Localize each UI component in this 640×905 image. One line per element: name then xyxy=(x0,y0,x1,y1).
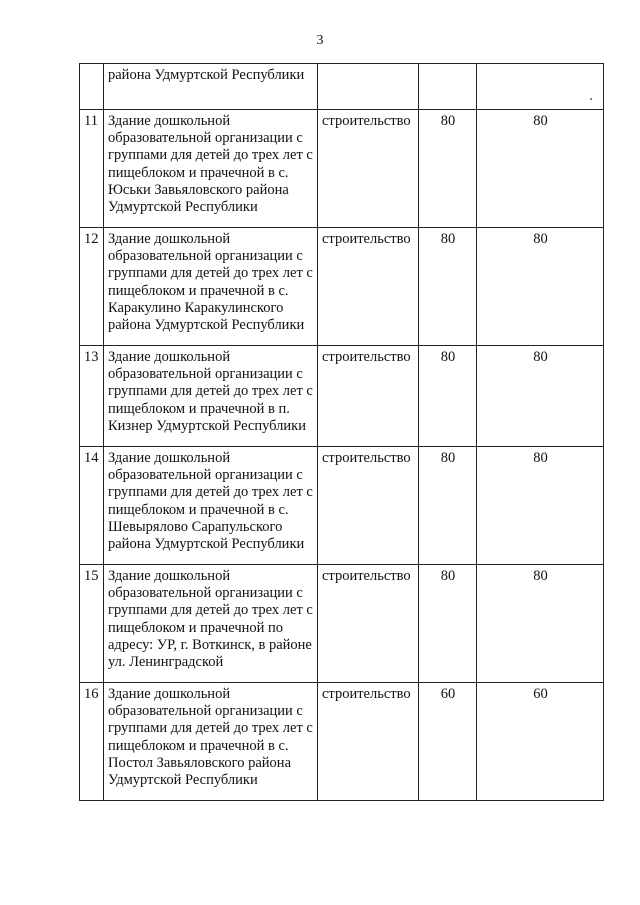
row-number-cell: 12 xyxy=(80,228,104,346)
capacity-cell: 80 xyxy=(419,228,477,346)
table-row xyxy=(80,565,604,683)
places-cell: 80 xyxy=(477,228,604,346)
table-row-continuation xyxy=(80,64,604,110)
capacity-cell: 80 xyxy=(419,565,477,683)
places-cell: 80 xyxy=(477,447,604,565)
work-type-cell: строительство xyxy=(318,447,419,565)
row-number-cell: 13 xyxy=(80,346,104,447)
work-type-cell: строительство xyxy=(318,346,419,447)
table-row xyxy=(80,228,604,346)
work-type-cell: строительство xyxy=(318,683,419,801)
capacity-cell: 60 xyxy=(419,683,477,801)
object-name-cell: Здание дошкольной образовательной организации с группами для детей до трех лет с пищеблоком и прачечной в с. Постол Завьяловского района Удмуртской Республики xyxy=(104,683,318,801)
places-cell: 80 xyxy=(477,110,604,228)
object-name-cell: района Удмуртской Республики xyxy=(104,64,318,110)
places-cell: 80 xyxy=(477,565,604,683)
table-row xyxy=(80,110,604,228)
capacity-cell xyxy=(419,64,477,110)
work-type-cell: строительство xyxy=(318,110,419,228)
capacity-cell: 80 xyxy=(419,346,477,447)
work-type-cell: строительство xyxy=(318,228,419,346)
row-number-cell: 14 xyxy=(80,447,104,565)
places-cell xyxy=(477,64,604,110)
object-name-cell: Здание дошкольной образовательной организации с группами для детей до трех лет с пищеблоком и прачечной в с. Каракулино Каракулинского района Удмуртской Республики xyxy=(104,228,318,346)
work-type-cell xyxy=(318,64,419,110)
row-number-cell xyxy=(80,64,104,110)
table-row xyxy=(80,346,604,447)
places-cell: 80 xyxy=(477,346,604,447)
work-type-cell: строительство xyxy=(318,565,419,683)
row-number-cell: 11 xyxy=(80,110,104,228)
object-name-cell: Здание дошкольной образовательной организации с группами для детей до трех лет с пищеблоком и прачечной по адресу: УР, г. Воткинск, в районе ул. Ленинградской xyxy=(104,565,318,683)
object-name-cell: Здание дошкольной образовательной организации с группами для детей до трех лет с пищеблоком и прачечной в п. Кизнер Удмуртской Республики xyxy=(104,346,318,447)
capacity-cell: 80 xyxy=(419,447,477,565)
page-number: 3 xyxy=(316,33,324,48)
row-number-cell: 16 xyxy=(80,683,104,801)
capacity-cell: 80 xyxy=(419,110,477,228)
row-number-cell: 15 xyxy=(80,565,104,683)
facilities-table xyxy=(79,63,604,801)
table-row xyxy=(80,683,604,801)
object-name-cell: Здание дошкольной образовательной организации с группами для детей до трех лет с пищеблоком и прачечной в с. Юськи Завьяловского района Удмуртской Республики xyxy=(104,110,318,228)
places-cell: 60 xyxy=(477,683,604,801)
object-name-cell: Здание дошкольной образовательной организации с группами для детей до трех лет с пищеблоком и прачечной в с. Шевырялово Сарапульского района Удмуртской Республики xyxy=(104,447,318,565)
table-row xyxy=(80,447,604,565)
